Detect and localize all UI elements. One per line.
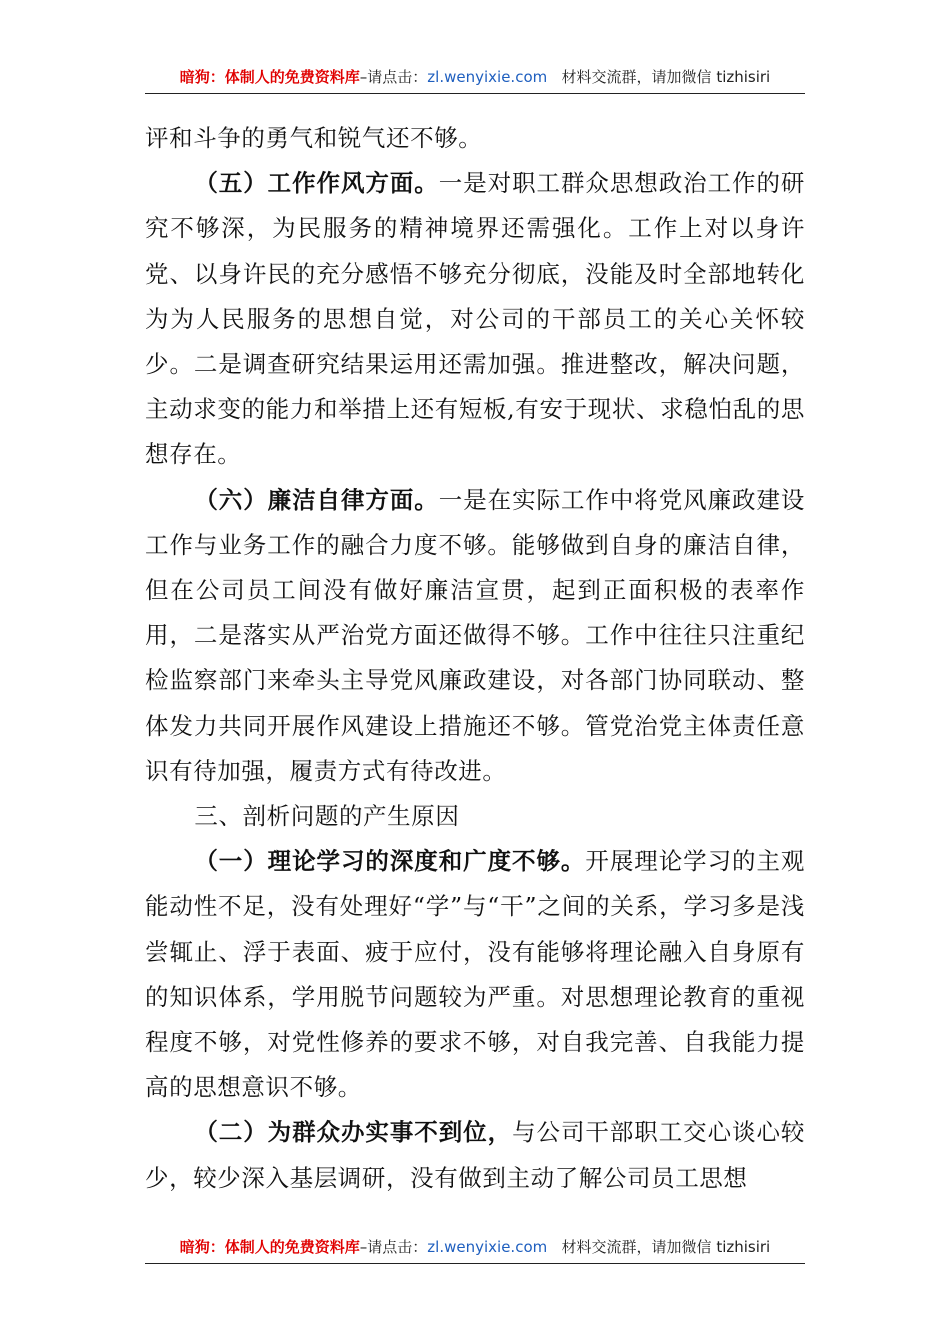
paragraph-work-style: [145, 161, 805, 477]
footer-banner: [145, 1236, 805, 1258]
header-brand: 暗狗：体制人的免费资料库: [179, 68, 360, 86]
footer-prompt: –请点击：: [359, 1238, 428, 1256]
paragraph-text-theory-study: 开展理论学习的主观能动性不足，没有处理好“学”与“干”之间的关系，学习多是浅尝辄止、浮于表面、疲于应付，没有能够将理论融入自身原有的知识体系，学用脱节问题较为严重。对思想理论教育的重视程度不够，对党性修养的要求不够，对自我完善、自我能力提高的思想意识不够。: [145, 847, 805, 1102]
paragraph-lead-serve-masses: （二）为群众办实事不到位，: [194, 1118, 513, 1147]
paragraph-lead-work-style: （五）工作作风方面。: [194, 169, 439, 198]
paragraph-serve-masses: [145, 1110, 805, 1200]
paragraph-text-work-style: 一是对职工群众思想政治工作的研究不够深，为民服务的精神境界还需强化。工作上对以身许党、以身许民的充分感悟不够充分彻底，没能及时全部地转化为为人民服务的思想自觉，对公司的干部员工的关心关怀较少。二是调查研究结果运用还需加强。推进整改，解决问题，主动求变的能力和举措上还有短板,有安于现状、求稳怕乱的思想存在。: [145, 169, 806, 469]
footer-url-link[interactable]: zl.wenyixie.com: [427, 1238, 548, 1256]
header-url-link[interactable]: zl.wenyixie.com: [427, 68, 548, 86]
paragraph-lead-integrity: （六）廉洁自律方面。: [194, 485, 439, 514]
paragraph-theory-study: [145, 839, 805, 1110]
paragraph-lead-theory-study: （一）理论学习的深度和广度不够。: [194, 847, 586, 876]
document-body: [145, 116, 805, 1201]
paragraph-text-integrity: 一是在实际工作中将党风廉政建设工作与业务工作的融合力度不够。能够做到自身的廉洁自律，但在公司员工间没有做好廉洁宣贯，起到正面积极的表率作用，二是落实从严治党方面还做得不够。工作中往往只注重纪检监察部门来牵头主导党风廉政建设，对各部门协同联动、整体发力共同开展作风建设上措施还不够。管党治党主体责任意识有待加强，履责方式有待改进。: [145, 485, 806, 785]
paragraph-text-serve-masses: 与公司干部职工交心谈心较少，较少深入基层调研，没有做到主动了解公司员工思想: [145, 1118, 805, 1192]
section-heading-causes: 三、剖析问题的产生原因: [194, 802, 460, 831]
footer-brand: 暗狗：体制人的免费资料库: [179, 1238, 360, 1256]
header-banner: [145, 66, 805, 88]
paragraph-continuation: 评和斗争的勇气和锐气还不够。: [145, 124, 483, 152]
header-prompt: –请点击：: [359, 68, 428, 86]
header-divider: [145, 93, 805, 94]
paragraph-integrity: [145, 478, 805, 794]
footer-group-info: 材料交流群，请加微信 tizhisiri: [561, 1238, 771, 1256]
footer-divider: [145, 1263, 805, 1264]
header-group-info: 材料交流群，请加微信 tizhisiri: [561, 68, 771, 86]
